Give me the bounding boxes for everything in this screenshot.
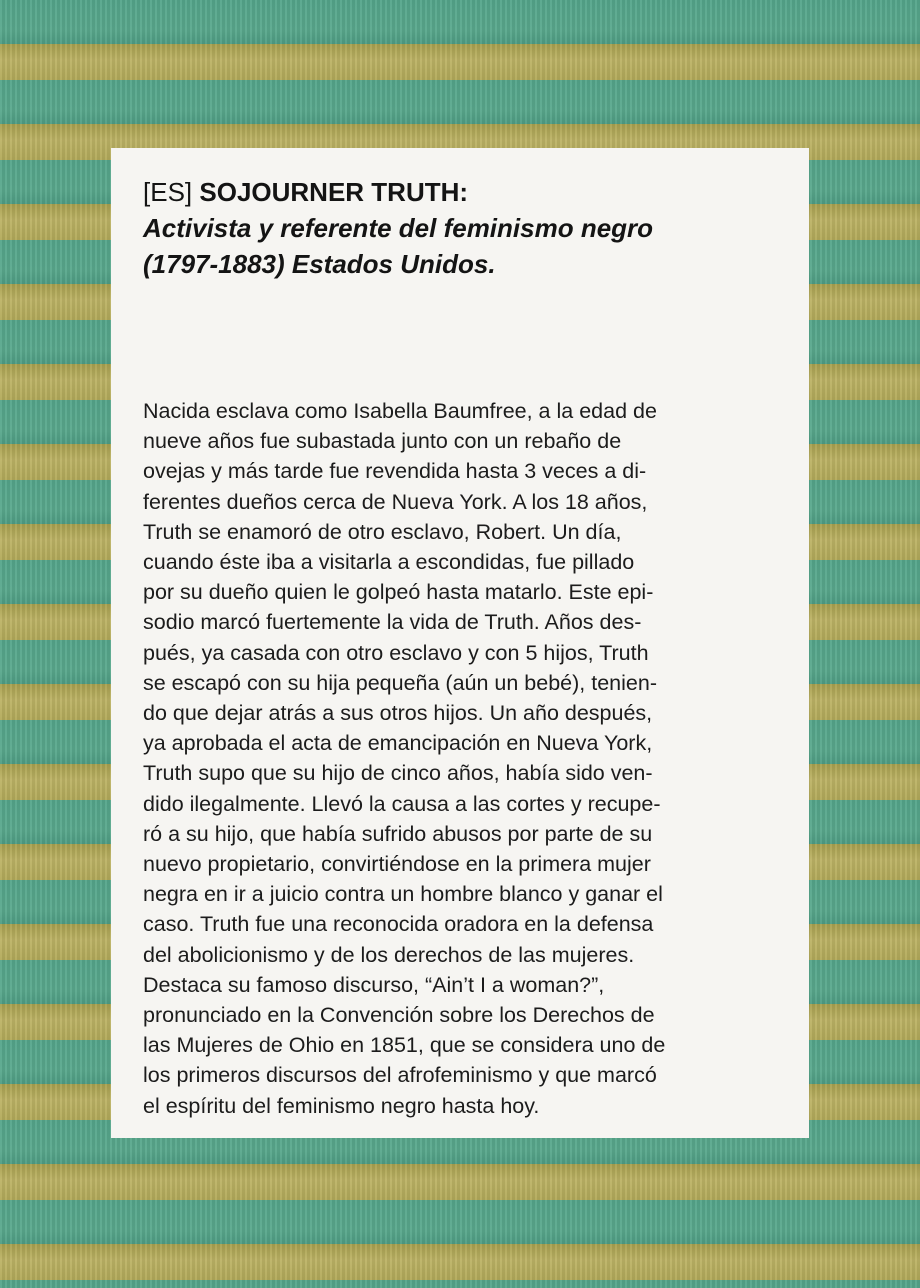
subject-name: SOJOURNER TRUTH: (199, 177, 469, 207)
biography-line: caso. Truth fue una reconocida oradora en la defensa (143, 912, 654, 937)
biography-line: ró a su hijo, que había sufrido abusos por parte de su (143, 821, 653, 846)
biography-line: las Mujeres de Ohio en 1851, que se considera uno de (143, 1033, 666, 1058)
biography-line: ovejas y más tarde fue revendida hasta 3 veces a di- (143, 459, 647, 484)
biography-line: nuevo propietario, convirtiéndose en la primera mujer (143, 852, 651, 877)
biography-paragraph (143, 396, 777, 1121)
biography-line: ferentes dueños cerca de Nueva York. A los 18 años, (143, 489, 648, 514)
biography-line: del abolicionismo y de los derechos de las mujeres. (143, 942, 635, 967)
biography-line: el espíritu del feminismo negro hasta hoy. (143, 1093, 540, 1118)
biography-line: ya aprobada el acta de emancipación en Nueva York, (143, 731, 653, 756)
subtitle-line: Activista y referente del feminismo negro (143, 213, 654, 243)
subtitle-line: (1797-1883) Estados Unidos. (143, 249, 496, 279)
biography-line: por su dueño quien le golpeó hasta matarlo. Este epi- (143, 580, 654, 605)
biography-line: se escapó con su hija pequeña (aún un bebé), tenien- (143, 670, 657, 695)
biography-line: Truth se enamoró de otro esclavo, Robert. Un día, (143, 519, 622, 544)
biography-line: pués, ya casada con otro esclavo y con 5 hijos, Truth (143, 640, 649, 665)
biography-line: sodio marcó fuertemente la vida de Truth. Años des- (143, 610, 642, 635)
language-tag: [ES] (143, 177, 193, 207)
biography-line: pronunciado en la Convención sobre los Derechos de (143, 1003, 655, 1028)
biography-line: negra en ir a juicio contra un hombre blanco y ganar el (143, 882, 663, 907)
biography-line: los primeros discursos del afrofeminismo y que marcó (143, 1063, 657, 1088)
biography-line: Truth supo que su hijo de cinco años, había sido ven- (143, 761, 653, 786)
biography-line: Nacida esclava como Isabella Baumfree, a la edad de (143, 399, 657, 423)
card-heading (143, 174, 777, 282)
biography-line: cuando éste iba a visitarla a escondidas, fue pillado (143, 550, 635, 575)
text-card (111, 148, 809, 1138)
biography-line: dido ilegalmente. Llevó la causa a las cortes y recupe- (143, 791, 661, 816)
biography-line: Destaca su famoso discurso, “Ain’t I a woman?”, (143, 972, 605, 997)
biography-line: nueve años fue subastada junto con un rebaño de (143, 429, 622, 454)
biography-line: do que dejar atrás a sus otros hijos. Un año después, (143, 701, 653, 726)
